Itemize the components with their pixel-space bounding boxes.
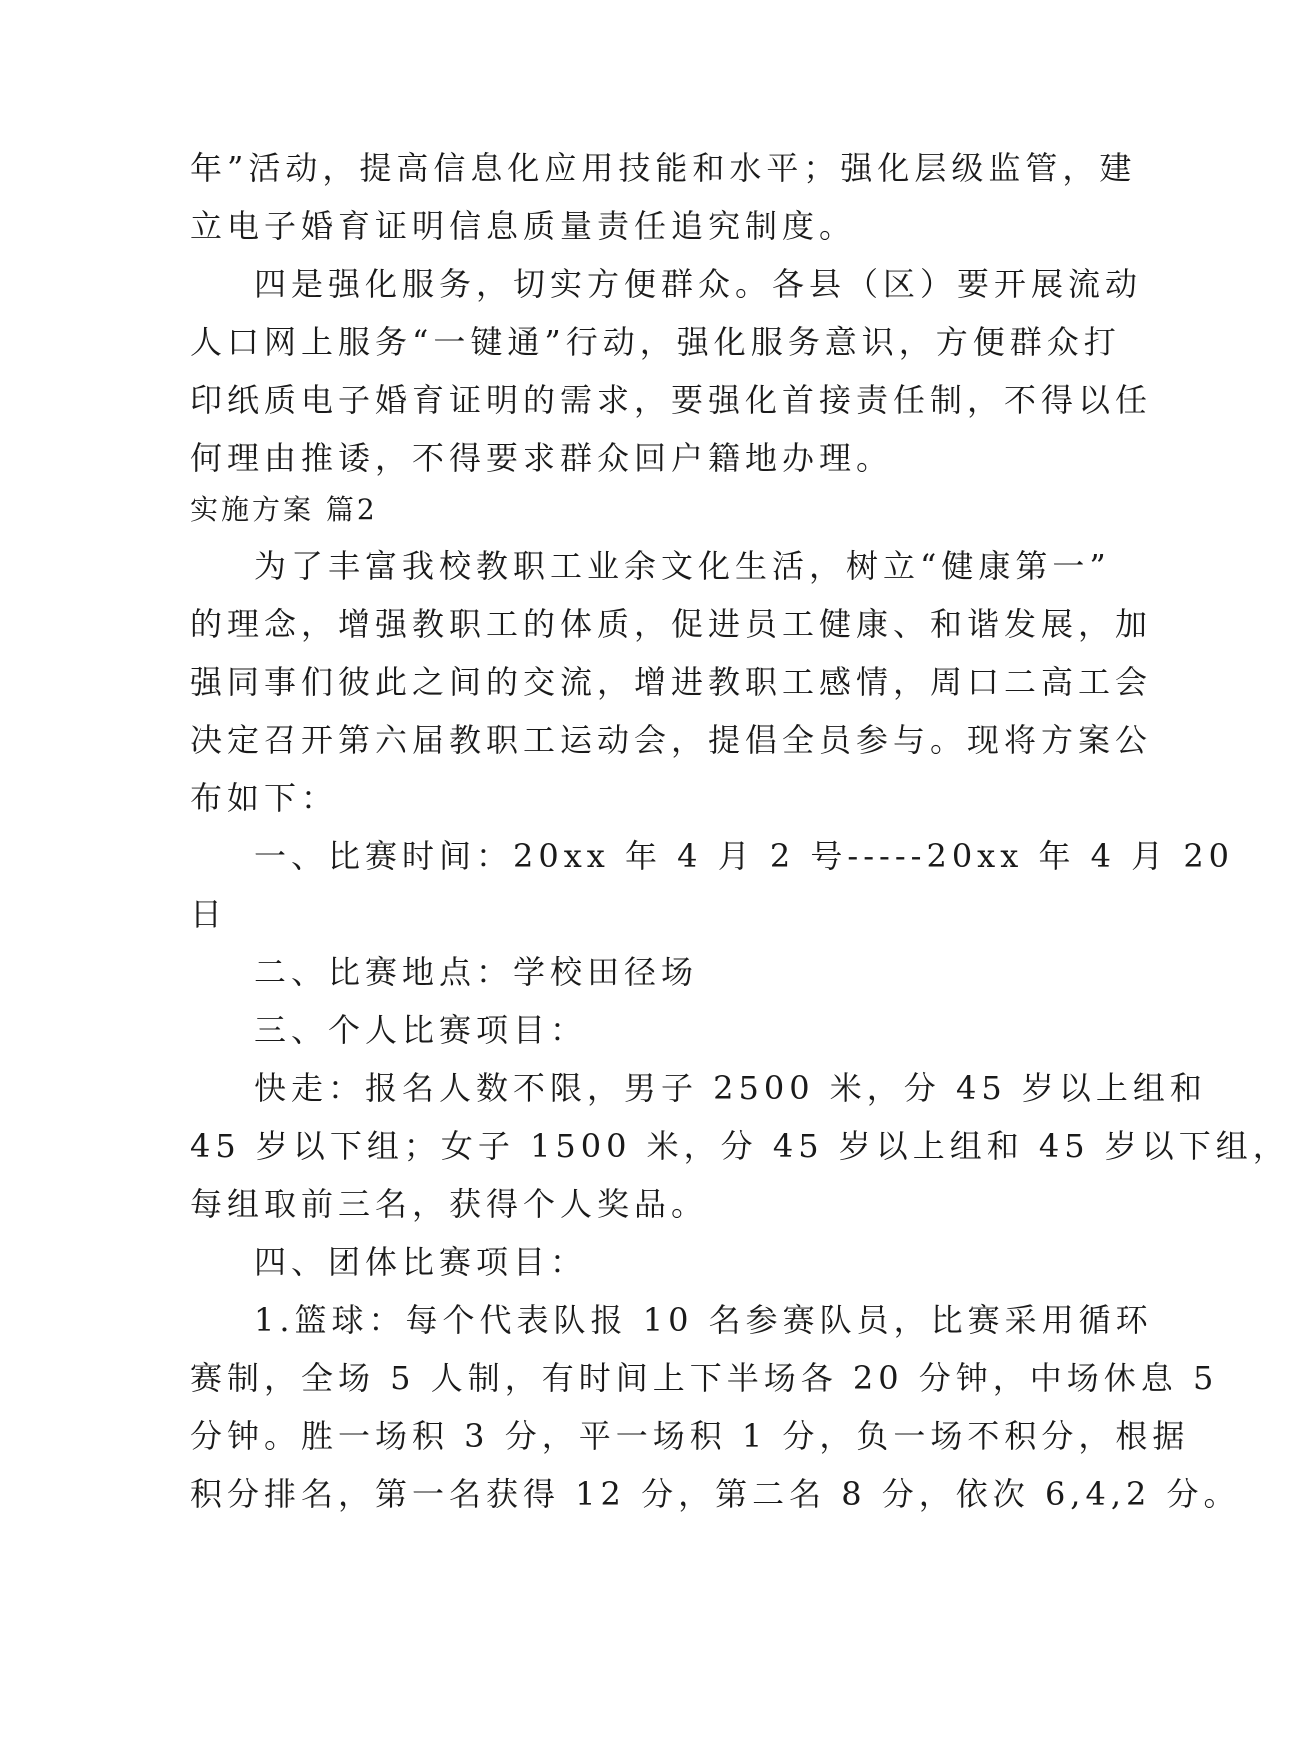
text-line: 决定召开第六届教职工运动会，提倡全员参与。现将方案公 xyxy=(190,721,1153,759)
text-line: 人口网上服务“一键通”行动，强化服务意识，方便群众打 xyxy=(190,323,1121,361)
text-line: 积分排名，第一名获得 12 分，第二名 8 分，依次 6,4,2 分。 xyxy=(190,1475,1241,1513)
text-line: 1.篮球：每个代表队报 10 名参赛队员，比赛采用循环 xyxy=(254,1301,1153,1339)
section-heading: 实施方案 篇2 xyxy=(190,493,378,526)
text-line: 为了丰富我校教职工业余文化生活，树立“健康第一” xyxy=(254,547,1111,585)
text-line: 年”活动，提高信息化应用技能和水平；强化层级监管，建 xyxy=(190,149,1137,187)
text-line: 四、团体比赛项目： xyxy=(254,1243,588,1281)
text-line: 布如下： xyxy=(190,779,339,817)
text-line: 一、比赛时间：20xx 年 4 月 2 号-----20xx 年 4 月 20 xyxy=(254,837,1235,875)
text-line: 的理念，增强教职工的体质，促进员工健康、和谐发展，加 xyxy=(190,605,1153,643)
text-line: 每组取前三名，获得个人奖品。 xyxy=(190,1185,709,1223)
text-line: 二、比赛地点：学校田径场 xyxy=(254,953,699,991)
text-line: 三、个人比赛项目： xyxy=(254,1011,588,1049)
text-line: 何理由推诿，不得要求群众回户籍地办理。 xyxy=(190,439,894,477)
text-line: 分钟。胜一场积 3 分，平一场积 1 分，负一场不积分，根据 xyxy=(190,1417,1190,1455)
text-line: 赛制，全场 5 人制，有时间上下半场各 20 分钟，中场休息 5 xyxy=(190,1359,1219,1397)
text-line: 强同事们彼此之间的交流，增进教职工感情，周口二高工会 xyxy=(190,663,1153,701)
text-line: 日 xyxy=(190,895,228,933)
text-line: 四是强化服务，切实方便群众。各县（区）要开展流动 xyxy=(254,265,1143,303)
text-line: 45 岁以下组；女子 1500 米，分 45 岁以上组和 45 岁以下组， xyxy=(190,1127,1290,1165)
text-line: 立电子婚育证明信息质量责任追究制度。 xyxy=(190,207,857,245)
text-line: 快走：报名人数不限，男子 2500 米，分 45 岁以上组和 xyxy=(254,1069,1207,1107)
text-line: 印纸质电子婚育证明的需求，要强化首接责任制，不得以任 xyxy=(190,381,1153,419)
